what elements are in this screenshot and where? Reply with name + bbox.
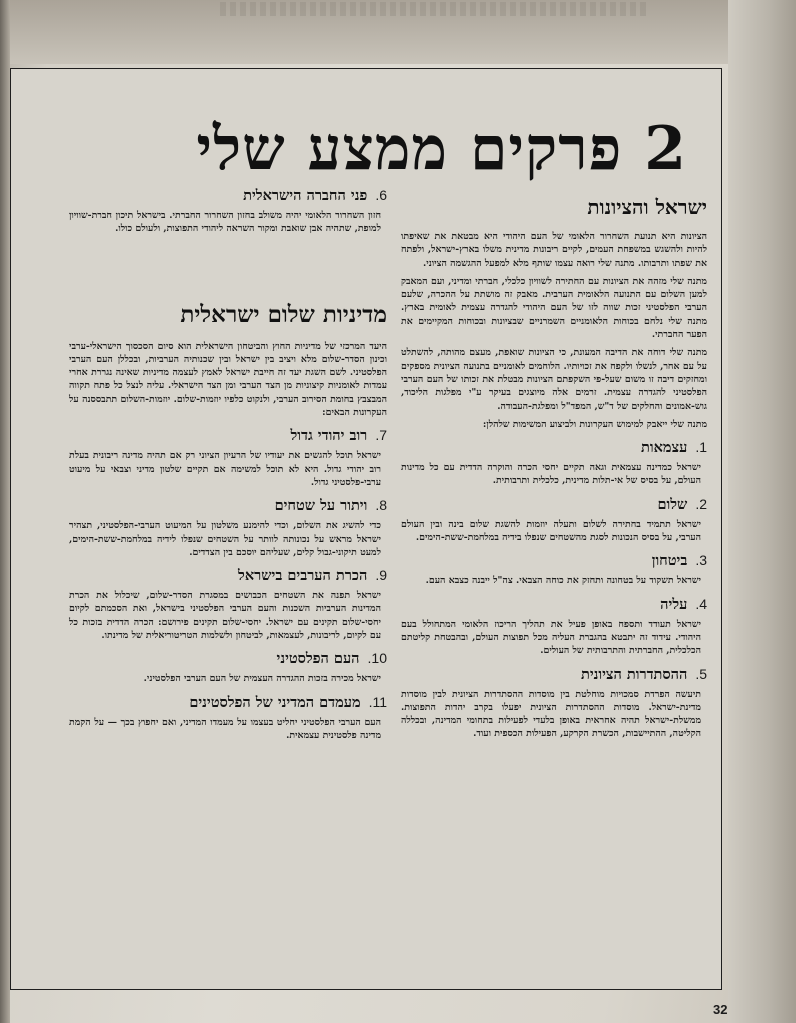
section-4 xyxy=(401,596,707,658)
page-title: 2 פרקים ממצע שלי xyxy=(196,114,687,184)
section-11 xyxy=(69,694,387,743)
section-text: תיעשה הפרדת סמכויות מוחלטת בין מוסדות ההסתדרות הציונית לבין מוסדות מדינת-ישראל. מוסדות ההסתדרות הציונית יפעלו בקרב יהדות התפוצות. ממשלת-ישראל תהיה אחראית באופן בלעדי לפעילות בתחומי המדינה, ובכללה הקליטה, ההתיישבות, הכשרת הקרקע, הפעילות הכספית ועוד. xyxy=(401,688,701,740)
section-title: עצמאות xyxy=(641,439,688,457)
section-title: העם הפלסטיני xyxy=(276,650,360,668)
section-8 xyxy=(69,497,387,559)
section-title: עליה xyxy=(660,595,688,613)
paragraph: מתנה שלי ייאבק למימוש העקרונות ולביצוע המשימות שלהלן: xyxy=(482,418,707,430)
left-column xyxy=(69,187,387,747)
section-title: ההסתדרות הציונית xyxy=(581,665,688,683)
previous-page-bleed xyxy=(0,0,796,64)
section-9 xyxy=(69,567,387,642)
section-5 xyxy=(401,666,707,741)
section-number: 8. xyxy=(375,497,387,514)
section-number: 4. xyxy=(695,595,707,612)
section-number: 5. xyxy=(695,665,707,682)
section-text: ישראל תוכל להגשים את יעודיו של הרעיון הציוני רק אם תהיה מדינה ריבונית בעלת רוב יהודי גדול. היא לא תוכל למשימה אם תקיים שלטון מדיני וצבאי על מיעוט ערבי-פלסטיני גדול. xyxy=(69,450,381,488)
section-text: ישראל כמדינה עצמאית וגאה תקיים יחסי הכרה והוקרה הדדית עם כל מדינות העולם, על בסיס של אי-תלות מדינית, כלכלית ותרבותית. xyxy=(401,462,701,487)
section-text: כדי להשיג את השלום, וכדי להימנע משלטון על המיעוט הערבי-הפלסטיני, תצהיר ישראל מראש על נכונותה לוותר על השטחים שנפלו לידיה במלחמת-ששת-הימים, למעט תיקוני-גבול קלים, שעליהם יוסכם בין הצדדים. xyxy=(69,520,381,558)
section-7 xyxy=(69,427,387,489)
section-text: חזון השחרור הלאומי יהיה משולב בחזון השחרור החברתי. בישראל תיכון חברת-שוויון למופת, שתהיה אבן שואבת ומקור השראה ליהודי התפוצות, ולעולם כולו. xyxy=(69,210,381,235)
section-1 xyxy=(401,439,707,488)
section-text: ישראל תתמיד בחתירה לשלום ותעלה יוזמות להשגת שלום בינה ובין העולם הערבי, על בסיס הנכונות לסגת מהשטחים שנפלו בידיה במלחמת-ששת-הימים. xyxy=(401,518,701,544)
section-number: 9. xyxy=(375,567,387,584)
section-number: 11. xyxy=(368,693,387,710)
section-text: ישראל תעודד ותספח באופן פעיל את תהליך הריכוז הלאומי המתחולל בעם היהודי. עידוד זה יתבטא בהגברת העליה מכל תפוצות העולם, ובהבטחת קליטתם הכלכלית, החברתית והתרבותית של העולים. xyxy=(401,618,701,657)
section-number: 6. xyxy=(375,187,387,203)
section-text: העם הערבי הפלסטיני יחליט בעצמו על מעמדו המדיני, ואם יחפוץ בכך — על הקמת מדינה פלסטינית עצמאית. xyxy=(69,716,381,741)
page-number: 32 xyxy=(713,1002,728,1017)
section-title: רוב יהודי גדול xyxy=(290,427,368,445)
section-title: ביטחון xyxy=(651,552,688,570)
section-number: 7. xyxy=(375,427,387,444)
paragraph: מתנה שלי מזהה את הציונות עם החתירה לשוויון כלכלי, חברתי ומדיני, ועם המאבק למען השלום עם התנועה הלאומית הערבית. מאבק זה מושתת על ההכרה, שלעם הערבי הפלסטיני זכות שווה לזו של העם היהודי להגדרה עצמית לאומית בארץ. מתנה שלי נלחם בכוחות הלאומניים השמרניים שבציונות ובכוחות המקיימים את הפער החברתי. xyxy=(401,275,707,341)
section-number: 2. xyxy=(695,495,707,512)
section-text: ישראל מכירה בזכות ההגדרה העצמית של העם הערבי הפלסטיני. xyxy=(143,673,381,685)
paragraph: הציונות היא תנועת השחרור הלאומי של העם היהודי היא מבטאת את שאיפתו להיות ולהשגש במשפחת העמים, לקיים ריבונות מדינית משלו בארץ-ישראל, ולפתח את שפתו ותרבותו. מתנה שלי רואה עצמו שותף מלא למפעל ההגשמה הציוני. xyxy=(401,231,707,269)
page-edge xyxy=(728,0,796,1023)
right-column xyxy=(401,187,707,746)
section-3 xyxy=(401,552,707,587)
section-10 xyxy=(69,650,387,685)
section-title: פני החברה הישראלית xyxy=(243,187,368,204)
section-text: ישראל תפנה את השטחים הכבושים במסגרת הסדר-שלום, שיכלול את הכרת המדינות הערביות השכנות והעם הערבי הפלסטיני בישראל, ואת הסכמתם לקיום יחסי-שלום תקינים עם ישראל. יחסי-שלום תקינים פירושם: הכרה הדדית בזכות כל עם לקיום, לריבונות, לעצמאות, לביטחון ולשלמות הטריטוריאלית של מדינתו. xyxy=(69,590,381,642)
binding-shadow xyxy=(0,0,10,1023)
paragraph: מתנה שלי דוחה את הדיבה המעונת, כי הציונות שואפת, מעצם מהותה, להשתלט על עם אחר, לנשלו ולקפח את זכויותיו. הלוחמים לאומניים בתנועה הציונית מספקים ומחזקים דיבה זו משום שעל-פי השקפתם הציונות מבטלת את זכותו של העם הערבי הפלסטיני להגדרה עצמית. זרמים אלה מיוצגים בעיקר ע"י מפלגות הליכוד, גוש-אמונים והחלקים של ד"ש, המפד"ל ומפלגת-העבודה. xyxy=(401,347,707,412)
section-text: ישראל תשקוד על בטחונה ותחזק את כוחה הצבאי. צה"ל ייבנה כצבא העם. xyxy=(425,575,701,587)
heading-israel-zionism: ישראל והציונות xyxy=(587,195,707,219)
section-6 xyxy=(69,187,387,236)
section-number: 3. xyxy=(695,552,707,569)
section-number: 1. xyxy=(695,439,707,456)
article-frame xyxy=(10,68,722,990)
intro-paragraph: היעד המרכזי של מדיניות החוץ והביטחון הישראלית הוא סיום הסכסוך הישראלי-ערבי וכינון הסדר-שלום מלא ויציב בין ישראל ובין שכנותיה הערביות, ובכללן העם הערבי הפלסטיני. לשם השגת יעד זה חייבת ישראל לאמץ לעצמה מדיניות שאינה נגררת אחרי עמדות לאומניות קיצוניות מן הצד הערבי ומן הצד הישראלי. עליה לנצל כל פתח תקווה המבצבץ בחומת הסירוב הערבי, ולנקוט כלפיו יוזמות-שלום. יוזמות-השלום תתבססנה על העקרונות הבאים: xyxy=(69,340,387,419)
section-title: הכרת הערבים בישראל xyxy=(238,567,368,585)
section-number: 10. xyxy=(367,650,387,667)
section-title: שלום xyxy=(657,495,688,513)
section-2 xyxy=(401,496,707,545)
section-title: ויתור על שטחים xyxy=(274,497,368,515)
section-title: מעמדם המדיני של הפלסטינים xyxy=(189,693,361,711)
heading-peace-policy: מדיניות שלום ישראלית xyxy=(180,300,387,328)
bleed-text xyxy=(220,2,646,16)
